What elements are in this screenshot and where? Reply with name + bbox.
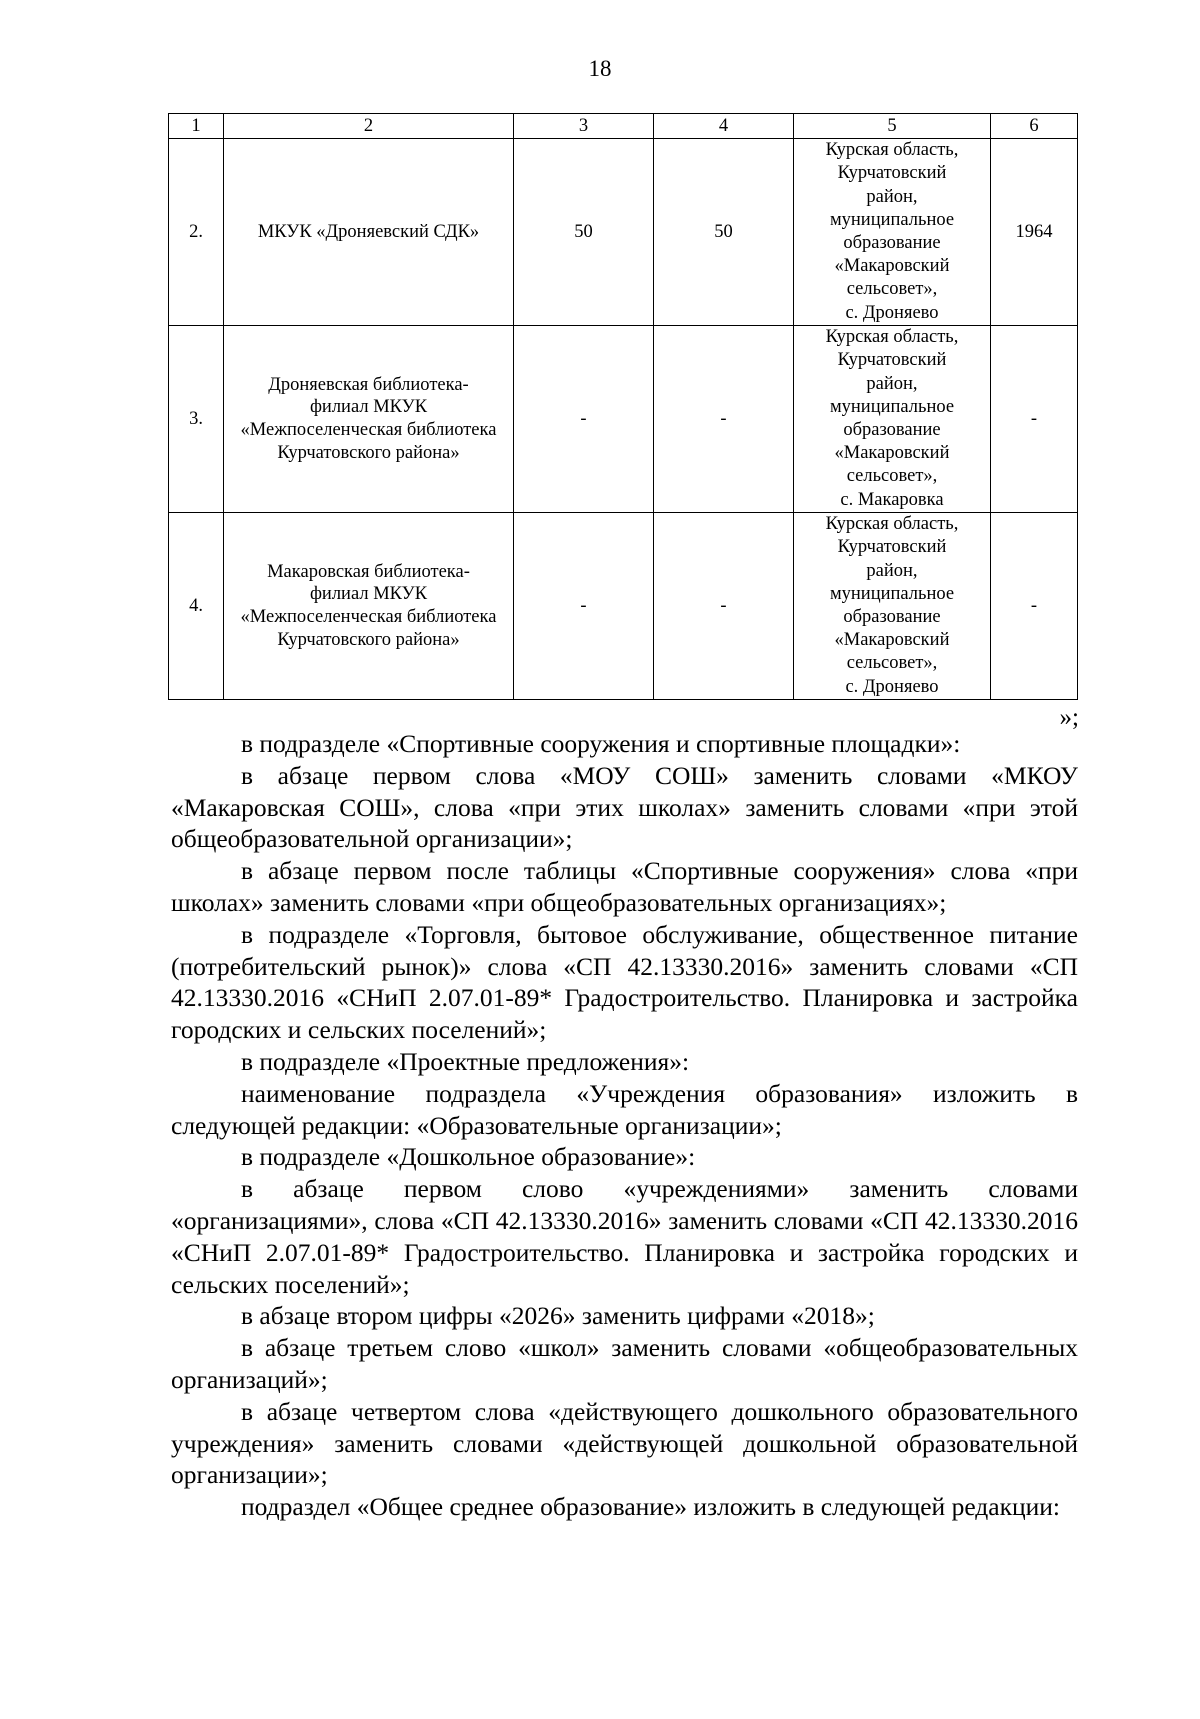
address-line: образование [843, 420, 941, 440]
name-line: Курчатовского района» [277, 629, 460, 650]
address-line: район, [866, 186, 918, 207]
address-line: Курчатовский [837, 163, 947, 184]
table-row [169, 139, 1078, 326]
paragraph: в абзаце первом после таблицы «Спортивные сооружения» слова «при школах» заменить словами «при общеобразовательных организациях»; [171, 856, 1078, 917]
cell-value: 50 [654, 139, 794, 326]
address-line: район, [866, 373, 918, 394]
page-number: 18 [588, 56, 612, 81]
address-cell [794, 139, 991, 326]
table-row [169, 326, 1078, 513]
address-cell [794, 513, 991, 700]
paragraph: в подразделе «Дошкольное образование»: [241, 1142, 696, 1172]
cell-value: - [654, 513, 794, 700]
header-cell: 6 [991, 114, 1078, 139]
paragraph: наименование подраздела «Учреждения образования» изложить в следующей редакции: «Образовательные организации»; [171, 1078, 1078, 1140]
row-number: 2. [169, 139, 224, 326]
address-cell [794, 326, 991, 513]
cell-value: - [514, 513, 654, 700]
body-text [171, 728, 1078, 1523]
year-cell: - [991, 326, 1078, 513]
institution-name [224, 326, 514, 513]
address-line: «Макаровский [834, 443, 950, 464]
address-line: образование [843, 233, 941, 253]
address-line: район, [866, 560, 918, 581]
year-cell: 1964 [991, 139, 1078, 326]
header-cell: 5 [794, 114, 991, 139]
address-line: сельсовет», [846, 279, 938, 300]
name-line: «Межпоселенческая библиотека [240, 607, 497, 627]
paragraph: в абзаце четвертом слова «действующего дошкольного образовательного учреждения» заменить словами «действующей дошкольной образовательной организации»; [171, 1396, 1078, 1490]
address-line: Курская область, [825, 327, 959, 348]
address-line: муниципальное [829, 396, 955, 417]
address-line: с. Дроняево [845, 676, 939, 697]
facilities-table [168, 113, 1078, 700]
address-line: образование [843, 607, 941, 627]
paragraph: в абзаце первом слово «учреждениями» заменить словами «организациями», слова «СП 42.13330.2016» заменить словами «СП 42.13330.2016 «СНиП 2.07.01-89* Градостроительство. Планировка и застройка городских и сельских поселений»; [171, 1174, 1078, 1299]
header-cell: 4 [654, 114, 794, 139]
institution-name [224, 139, 514, 326]
address-line: сельсовет», [846, 466, 938, 487]
address-line: «Макаровский [834, 630, 950, 651]
paragraph: в абзаце третьем слово «школ» заменить словами «общеобразовательных организаций»; [171, 1333, 1078, 1394]
address-line: Курская область, [825, 140, 959, 161]
year-cell: - [991, 513, 1078, 700]
closing-quote: »; [1059, 704, 1079, 731]
cell-value: - [514, 326, 654, 513]
name-line: Курчатовского района» [277, 442, 460, 463]
name-line: Макаровская библиотека- [267, 561, 470, 582]
address-line: муниципальное [829, 583, 955, 604]
paragraph: в подразделе «Торговля, бытовое обслуживание, общественное питание (потребительский рынок)» слова «СП 42.13330.2016» заменить словами «СП 42.13330.2016 «СНиП 2.07.01-89* Градостроительство. Планировка и застройка городских и сельских поселений»; [171, 919, 1078, 1045]
address-line: Курчатовский [837, 350, 947, 371]
name-line: МКУК «Дроняевский СДК» [257, 221, 480, 242]
paragraph: в абзаце втором цифры «2026» заменить цифрами «2018»; [241, 1301, 875, 1331]
header-cell: 3 [514, 114, 654, 139]
cell-value: 50 [514, 139, 654, 326]
paragraph: в подразделе «Спортивные сооружения и спортивные площадки»: [241, 729, 961, 758]
header-cell: 1 [169, 114, 224, 139]
address-line: с. Макаровка [840, 489, 944, 510]
name-line: Дроняевская библиотека- [268, 374, 469, 395]
cell-value: - [654, 326, 794, 513]
paragraph: в абзаце первом слова «МОУ СОШ» заменить словами «МКОУ «Макаровская СОШ», слова «при этих школах» заменить словами «при этой общеобразовательной организации»; [171, 760, 1078, 854]
row-number: 3. [169, 326, 224, 513]
name-line: «Межпоселенческая библиотека [240, 420, 497, 440]
table-row [169, 513, 1078, 700]
address-line: муниципальное [829, 209, 955, 230]
table-header-row [169, 114, 1078, 139]
address-line: Курчатовский [837, 537, 947, 558]
address-line: «Макаровский [834, 256, 950, 277]
name-line: филиал МКУК [309, 584, 428, 605]
header-cell: 2 [224, 114, 514, 139]
address-line: сельсовет», [846, 653, 938, 674]
paragraph: в подразделе «Проектные предложения»: [241, 1046, 690, 1076]
paragraph: подраздел «Общее среднее образование» изложить в следующей редакции: [241, 1492, 1061, 1522]
address-line: Курская область, [825, 514, 959, 535]
address-line: с. Дроняево [845, 302, 939, 323]
row-number: 4. [169, 513, 224, 700]
name-line: филиал МКУК [309, 397, 428, 418]
institution-name [224, 513, 514, 700]
